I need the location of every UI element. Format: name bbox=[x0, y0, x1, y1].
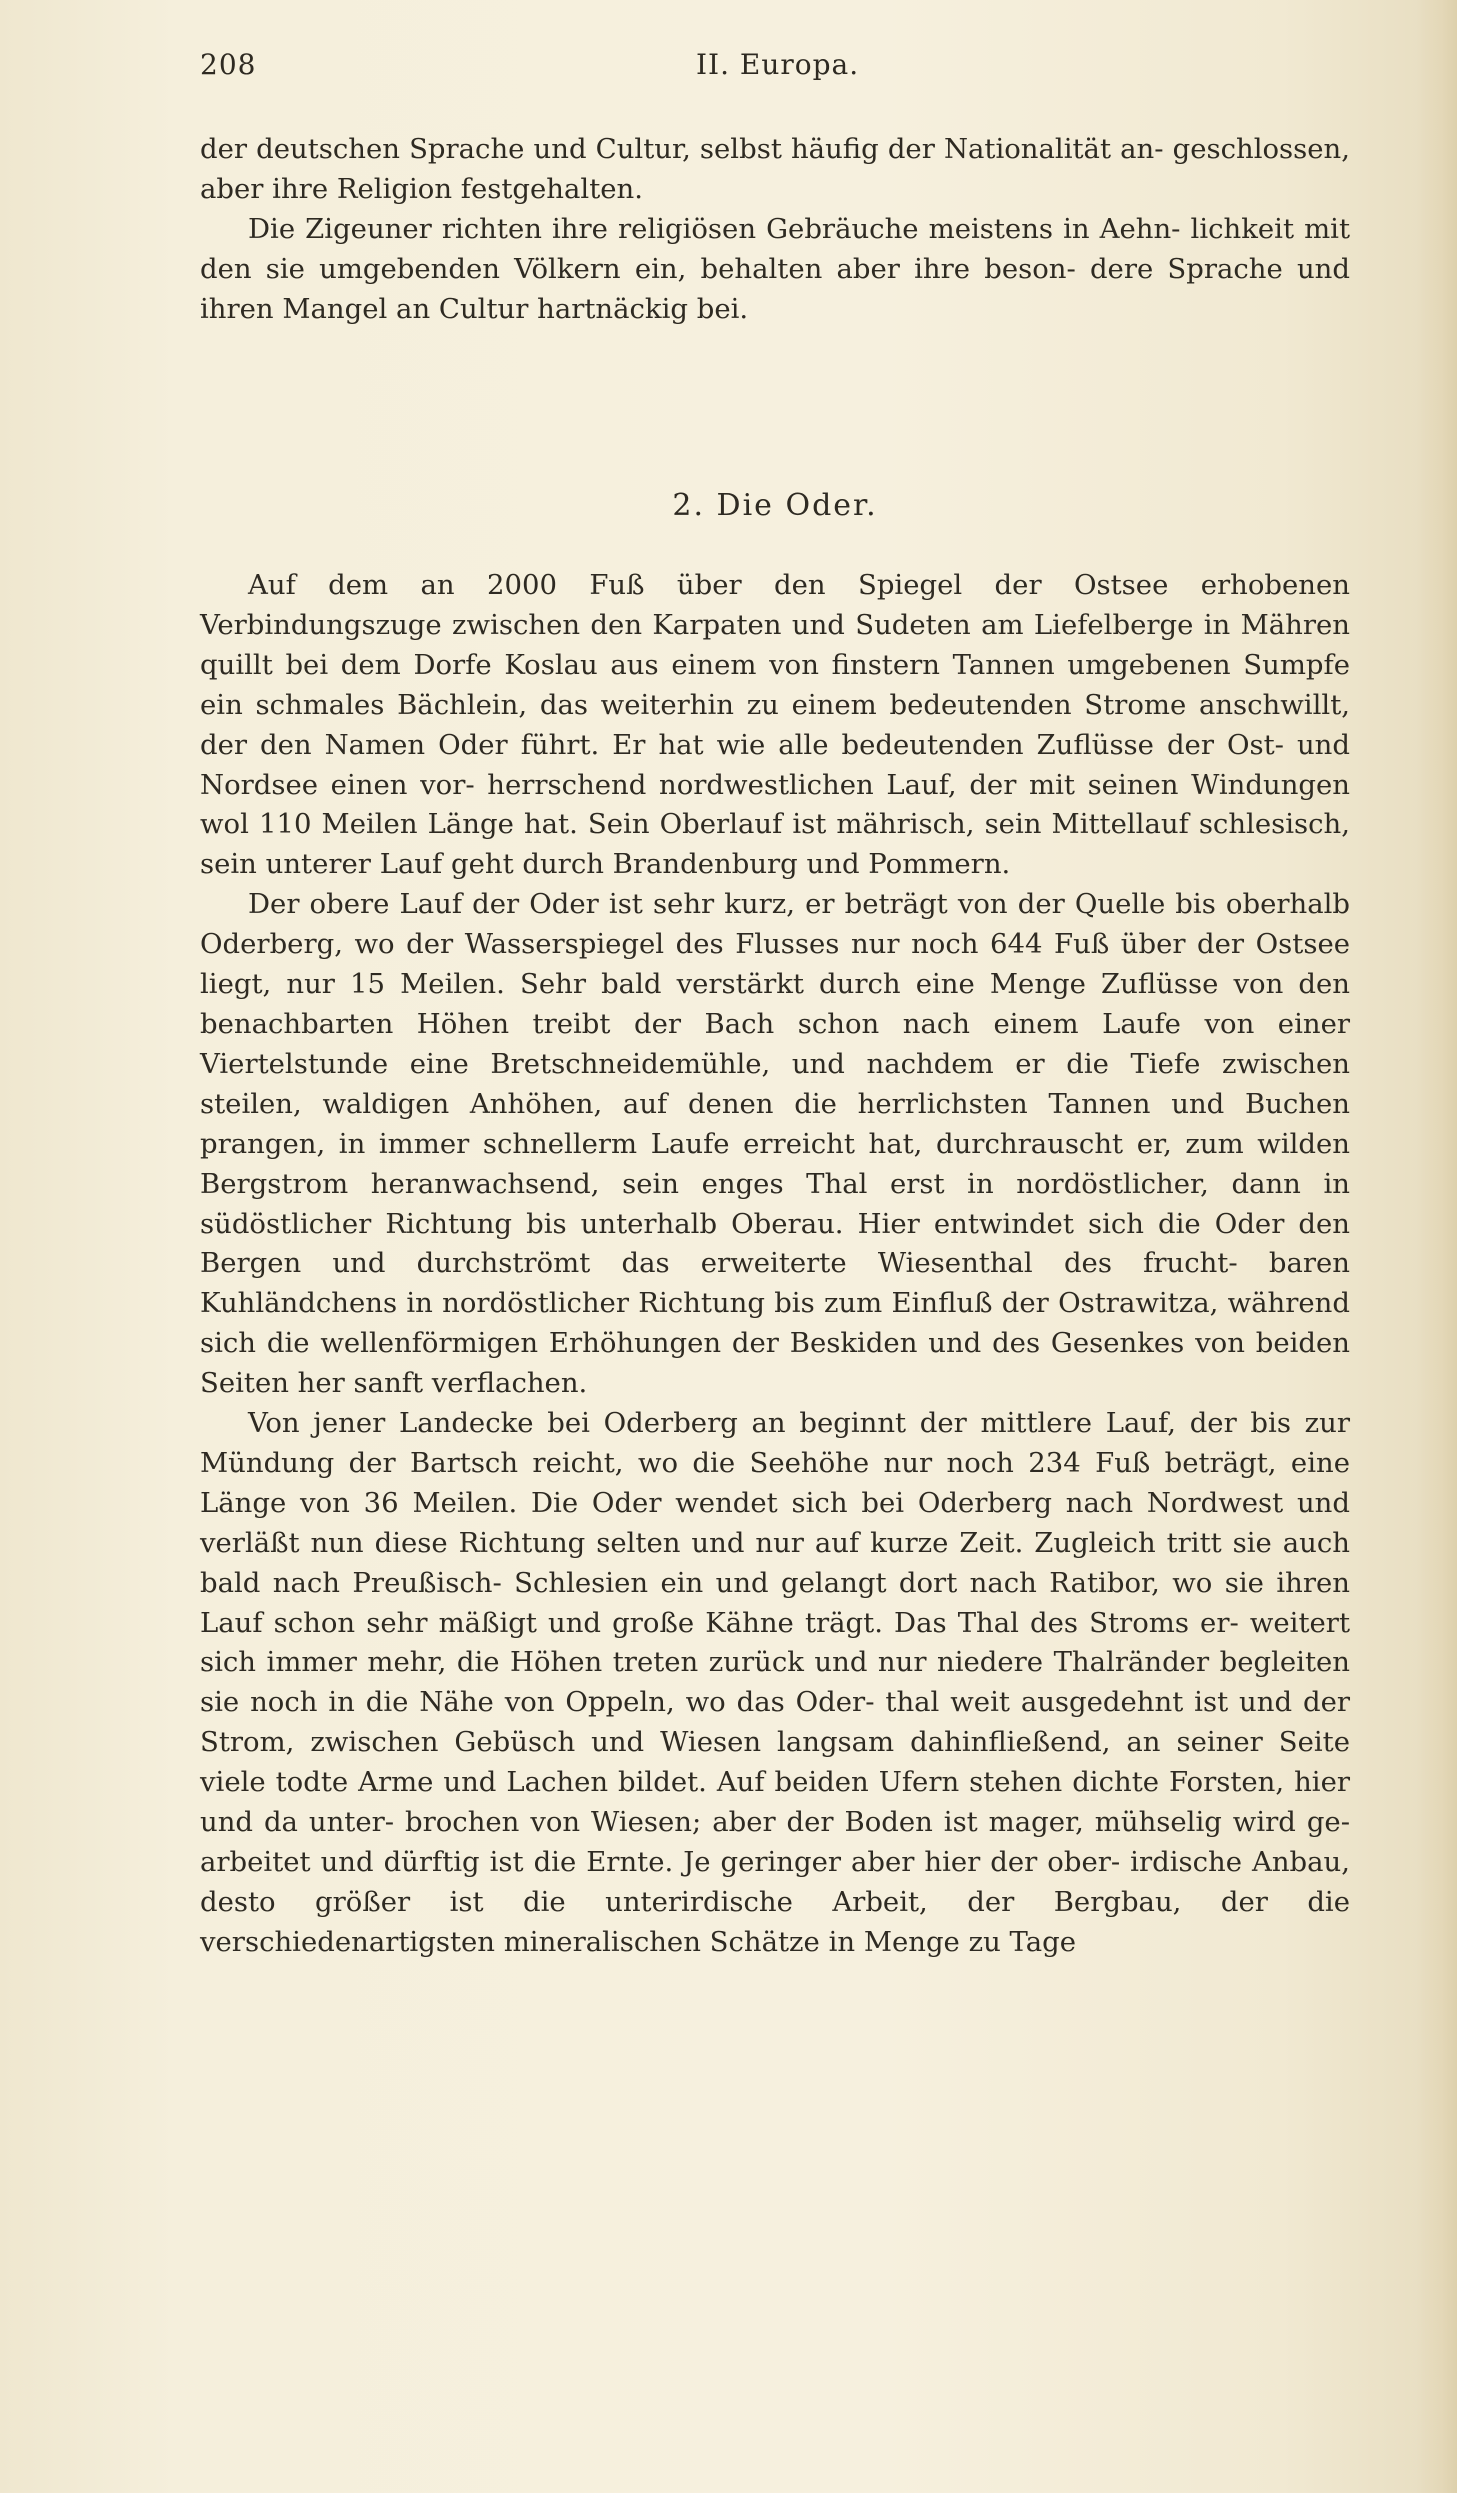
intro-text bbox=[200, 130, 1350, 330]
page-header bbox=[200, 48, 1350, 98]
paragraph: Auf dem an 2000 Fuß über den Spiegel der Ostsee erhobenen Verbindungszuge zwischen den Karpaten und Sudeten am Liefelberge in Mähren quillt bei dem Dorfe Koslau aus einem von finstern Tannen umgebenen Sumpfe ein schmales Bächlein, das weiterhin zu einem bedeutenden Strome anschwillt, der den Namen Oder führt. Er hat wie alle bedeutenden Zuflüsse der Ost- und Nordsee einen vor- herrschend nordwestlichen Lauf, der mit seinen Windungen wol 110 Meilen Länge hat. Sein Oberlauf ist mährisch, sein Mittellauf schlesisch, sein unterer Lauf geht durch Brandenburg und Pommern. bbox=[200, 569, 1350, 881]
section-text bbox=[200, 566, 1350, 1963]
page-number: 208 bbox=[200, 48, 257, 81]
paragraph: Der obere Lauf der Oder ist sehr kurz, er beträgt von der Quelle bis oberhalb Oderberg, wo der Wasserspiegel des Flusses nur noch 644 Fuß über der Ostsee liegt, nur 15 Meilen. Sehr bald verstärkt durch eine Menge Zuflüsse von den benachbarten Höhen treibt der Bach schon nach einem Laufe von einer Viertelstunde eine Bretschneidemühle, und nachdem er die Tiefe zwischen steilen, waldigen Anhöhen, auf denen die herrlichsten Tannen und Buchen prangen, in immer schnellerm Laufe erreicht hat, durchrauscht er, zum wilden Bergstrom heranwachsend, sein enges Thal erst in nordöstlicher, dann in südöstlicher Richtung bis unterhalb Oberau. Hier entwindet sich die Oder den Bergen und durchströmt das erweiterte Wiesenthal des frucht- baren Kuhländchens in nordöstlicher Richtung bis zum Einfluß der Ostrawitza, während sich die wellenförmigen Erhöhungen der Beskiden und des Gesenkes von beiden Seiten her sanft verflachen. bbox=[200, 888, 1350, 1400]
page-edge-shadow bbox=[1417, 0, 1457, 2493]
running-head: II. Europa. bbox=[696, 48, 860, 81]
paragraph: der deutschen Sprache und Cultur, selbst häufig der Nationalität an- geschlossen, aber ihre Religion festgehalten. bbox=[200, 133, 1350, 205]
section-heading: 2. Die Oder. bbox=[672, 488, 878, 523]
paragraph: Von jener Landecke bei Oderberg an beginnt der mittlere Lauf, der bis zur Mündung der Bartsch reicht, wo die Seehöhe nur noch 234 Fuß beträgt, eine Länge von 36 Meilen. Die Oder wendet sich bei Oderberg nach Nordwest und verläßt nun diese Richtung selten und nur auf kurze Zeit. Zugleich tritt sie auch bald nach Preußisch- Schlesien ein und gelangt dort nach Ratibor, wo sie ihren Lauf schon sehr mäßigt und große Kähne trägt. Das Thal des Stroms er- weitert sich immer mehr, die Höhen treten zurück und nur niedere Thalränder begleiten sie noch in die Nähe von Oppeln, wo das Oder- thal weit ausgedehnt ist und der Strom, zwischen Gebüsch und Wiesen langsam dahinfließend, an seiner Seite viele todte Arme und Lachen bildet. Auf beiden Ufern stehen dichte Forsten, hier und da unter- brochen von Wiesen; aber der Boden ist mager, mühselig wird ge- arbeitet und dürftig ist die Ernte. Je geringer aber hier der ober- irdische Anbau, desto größer ist die unterirdische Arbeit, der Bergbau, der die verschiedenartigsten mineralischen Schätze in Menge zu Tage bbox=[200, 1407, 1350, 1958]
paragraph: Die Zigeuner richten ihre religiösen Gebräuche meistens in Aehn- lichkeit mit den sie umgebenden Völkern ein, behalten aber ihre beson- dere Sprache und ihren Mangel an Cultur hartnäckig bei. bbox=[200, 212, 1350, 325]
